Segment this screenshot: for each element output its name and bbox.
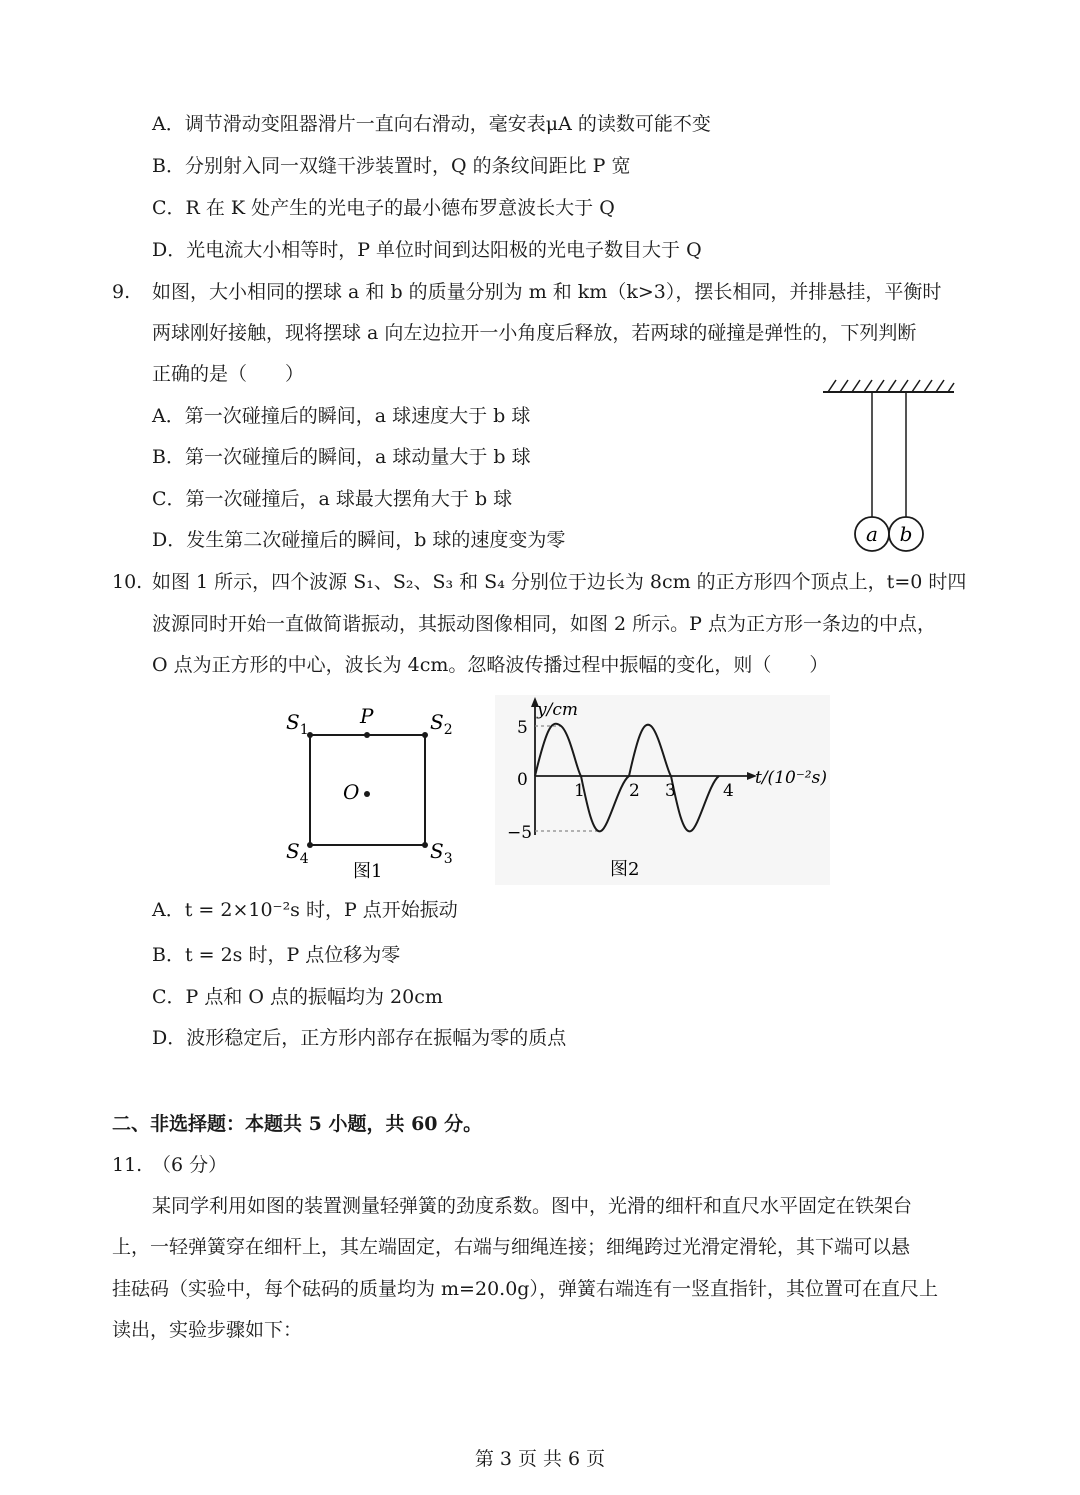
q9-number: 9.	[112, 281, 131, 303]
q10-number: 10.	[112, 571, 143, 593]
q8-option-c: C．R 在 K 处产生的光电子的最小德布罗意波长大于 Q	[152, 197, 615, 219]
q9-option-b: B．第一次碰撞后的瞬间，a 球动量大于 b 球	[152, 446, 531, 468]
q9-option-c: C．第一次碰撞后，a 球最大摆角大于 b 球	[152, 488, 513, 510]
pendulum-figure	[818, 372, 958, 557]
q9-option-a: A．第一次碰撞后的瞬间，a 球速度大于 b 球	[152, 405, 531, 427]
x-tick-1: 1	[574, 781, 585, 801]
q11-text-line1: 某同学利用如图的装置测量轻弹簧的劲度系数。图中，光滑的细杆和直尺水平固定在铁架台	[152, 1195, 913, 1217]
s4-label: $S_4$	[286, 839, 309, 867]
q11-text-line2: 上，一轻弹簧穿在细杆上，其左端固定，右端与细绳连接；细绳跨过光滑定滑轮，其下端可以悬	[112, 1236, 911, 1258]
q11-score: （6 分）	[152, 1154, 228, 1176]
x-tick-4: 4	[723, 781, 734, 801]
section-2-heading: 二、非选择题：本题共 5 小题，共 60 分。	[112, 1113, 483, 1135]
page-footer: 第 3 页 共 6 页	[474, 1448, 606, 1470]
q8-option-a: A．调节滑动变阻器滑片一直向右滑动，毫安表μA 的读数可能不变	[152, 113, 711, 135]
q8-option-b: B．分别射入同一双缝干涉装置时，Q 的条纹间距比 P 宽	[152, 155, 631, 177]
figure-1-square	[280, 695, 470, 885]
ball-b-label: b	[899, 522, 913, 546]
y-tick-neg5: −5	[507, 823, 533, 843]
q9-stem-line3: 正确的是（ ）	[152, 363, 305, 385]
s3-label: $S_3$	[430, 839, 453, 867]
s2-label: $S_2$	[430, 710, 453, 738]
q10-stem-line3: O 点为正方形的中心，波长为 4cm。忽略波传播过程中振幅的变化，则（ ）	[152, 654, 829, 676]
ball-a-label: a	[866, 522, 878, 546]
y-axis-label: y/cm	[537, 700, 578, 720]
q10-option-c: C．P 点和 O 点的振幅均为 20cm	[152, 986, 443, 1008]
s1-label: $S_1$	[286, 710, 309, 738]
q9-option-d: D．发生第二次碰撞后的瞬间，b 球的速度变为零	[152, 529, 566, 551]
figure-1-caption: 图1	[353, 861, 383, 882]
q11-number: 11.	[112, 1154, 143, 1176]
q10-stem-line2: 波源同时开始一直做简谐振动，其振动图像相同，如图 2 所示。P 点为正方形一条边的中点，	[152, 613, 936, 635]
q10-stem-line1: 如图 1 所示，四个波源 S₁、S₂、S₃ 和 S₄ 分别位于边长为 8cm 的正方形四个顶点上，t=0 时四	[152, 571, 967, 593]
y-tick-5: 5	[517, 718, 528, 738]
q11-text-line3: 挂砝码（实验中，每个砝码的质量均为 m=20.0g），弹簧右端连有一竖直指针，其位置可在直尺上	[112, 1278, 938, 1300]
figure-2-graph	[495, 695, 830, 885]
o-label: O	[343, 780, 360, 804]
y-tick-0: 0	[517, 770, 528, 790]
q9-stem-line1: 如图，大小相同的摆球 a 和 b 的质量分别为 m 和 km（k>3），摆长相同，并排悬挂，平衡时	[152, 281, 942, 303]
q11-text-line4: 读出，实验步骤如下：	[112, 1319, 303, 1341]
q9-stem-line2: 两球刚好接触，现将摆球 a 向左边拉开一小角度后释放，若两球的碰撞是弹性的，下列判断	[152, 322, 917, 344]
q8-option-d: D．光电流大小相等时，P 单位时间到达阳极的光电子数目大于 Q	[152, 239, 702, 261]
figure-2-caption: 图2	[610, 859, 640, 880]
x-axis-label: t/(10⁻²s)	[755, 768, 827, 788]
x-tick-2: 2	[629, 781, 640, 801]
p-label: P	[360, 704, 374, 728]
q10-option-d: D．波形稳定后，正方形内部存在振幅为零的质点	[152, 1027, 567, 1049]
q10-option-b: B．t = 2s 时，P 点位移为零	[152, 944, 401, 966]
q10-option-a: A．t = 2×10⁻²s 时，P 点开始振动	[152, 899, 458, 921]
x-tick-3: 3	[665, 781, 676, 801]
